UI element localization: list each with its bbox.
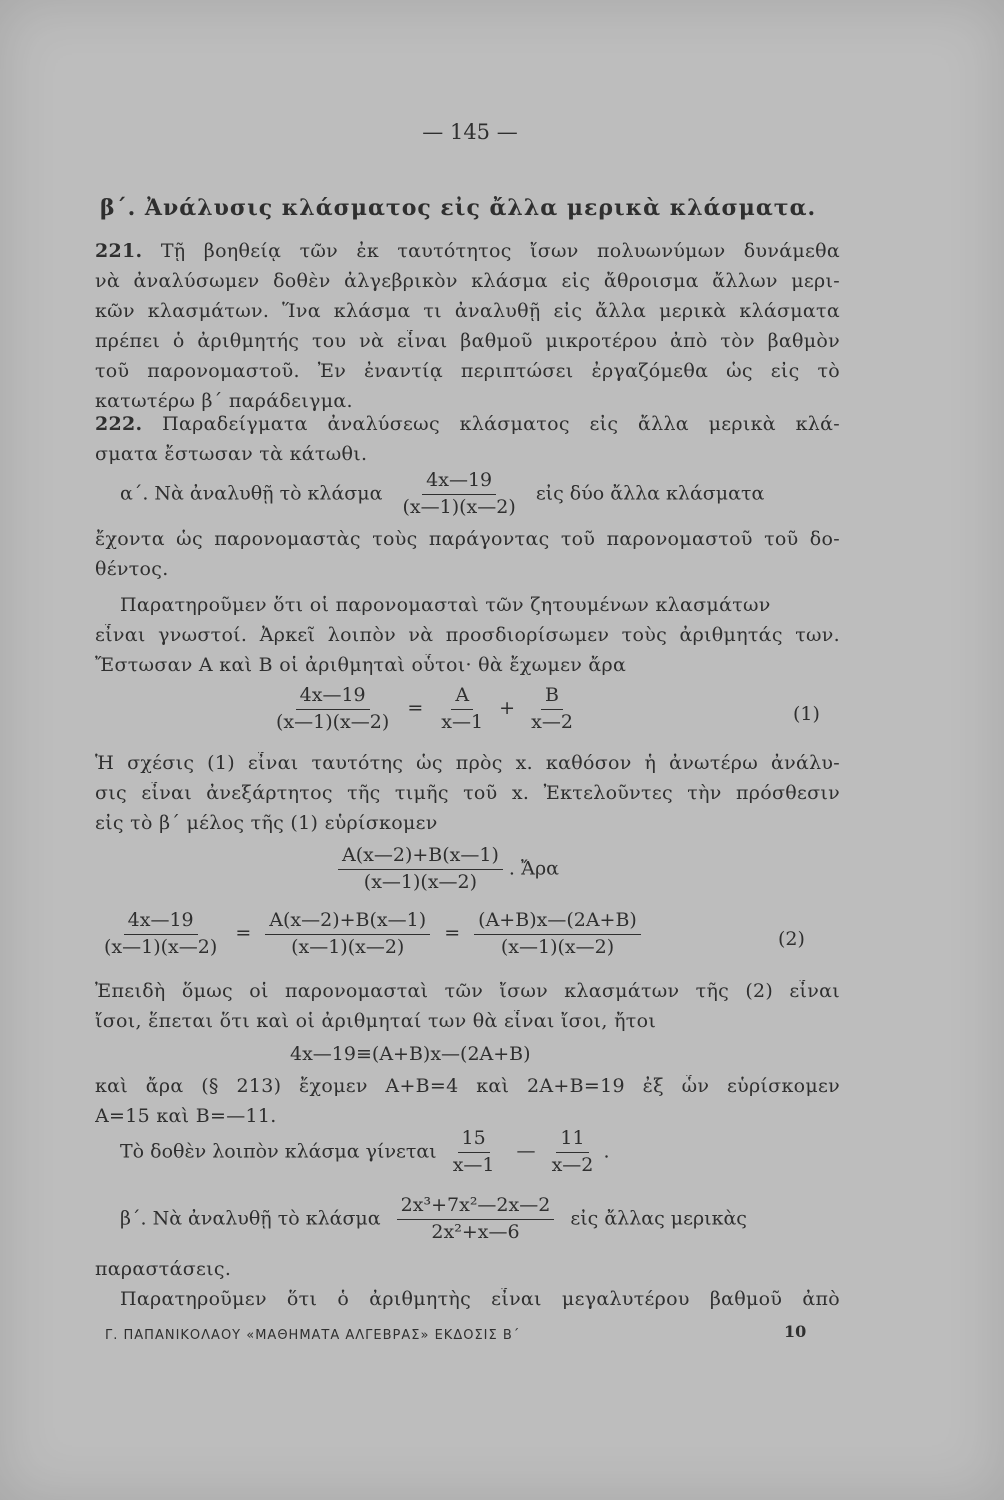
eq-mid-tail: . Ἄρα	[508, 857, 559, 880]
p221-number: 221.	[95, 240, 143, 262]
p222-line-2: σματα ἔστωσαν τὰ κάτωθι.	[95, 443, 368, 465]
eq2-f1-denominator: (x—1)(x—2)	[104, 935, 218, 958]
identity-equation: 4x—19≡(A+B)x—(2A+B)	[290, 1043, 531, 1065]
p222-text-1: Παραδείγματα ἀναλύσεως κλάσματος εἰς ἄλλα μερικὰ κλά-	[162, 413, 840, 435]
result-f1-numerator: 15	[458, 1128, 490, 1153]
p221-line-6: κατωτέρω β΄ παράδειγμα.	[95, 390, 353, 412]
example-a-line-2: ἔχοντα ὡς παρονομαστὰς τοὺς παράγοντας τοῦ παρονομαστοῦ τοῦ δο-	[95, 528, 840, 550]
rel-line-2: σις εἶναι ἀνεξάρτητος τῆς τιμῆς τοῦ x. Ἐκτελοῦντες τὴν πρόσθεσιν	[95, 782, 840, 804]
obs1-line-3: Ἔστωσαν Α καὶ Β οἱ ἀριθμηταὶ οὗτοι· θὰ ἔχωμεν ἄρα	[95, 654, 627, 676]
result-f2-denominator: x—2	[551, 1153, 594, 1176]
result-line	[120, 1128, 610, 1177]
result-minus: —	[516, 1140, 536, 1163]
eq2-fraction-1	[100, 910, 221, 959]
result-fraction-1	[449, 1128, 499, 1177]
eq1-b-fraction	[527, 685, 577, 734]
obs1-line-1: Παρατηροῦμεν ὅτι οἱ παρονομασταὶ τῶν ζητουμένων κλασμάτων	[120, 594, 771, 616]
eq2-f2-numerator: A(x—2)+B(x—1)	[265, 910, 430, 935]
obs2-line-1: Παρατηροῦμεν ὅτι ὁ ἀριθμητὴς εἶναι μεγαλυτέρου βαθμοῦ ἀπὸ	[120, 1288, 840, 1310]
example-a-denominator: (x—1)(x—2)	[402, 495, 516, 518]
example-a-line	[120, 470, 764, 519]
eq1-label: (1)	[793, 703, 820, 725]
eq1-equals: =	[407, 697, 424, 720]
eq1-lhs-fraction	[272, 685, 393, 734]
eq1-b-numerator: B	[541, 685, 563, 710]
footer-book-title: Γ. ΠΑΠΑΝΙΚΟΛΑΟΥ «ΜΑΘΗΜΑΤΑ ΑΛΓΕΒΡΑΣ» ΕΚΔΟΣΙΣ Β΄	[105, 1328, 521, 1343]
result-f1-denominator: x—1	[452, 1153, 495, 1176]
since-line-3: καὶ ἄρα (§ 213) ἔχομεν A+B=4 καὶ 2A+B=19 ἐξ ὧν εὑρίσκομεν	[95, 1075, 840, 1097]
page-number: — 145 —	[422, 120, 518, 144]
example-b-denominator: 2x²+x—6	[431, 1220, 520, 1243]
rel-line-1: Ἡ σχέσις (1) εἶναι ταυτότης ὡς πρὸς x. καθόσον ἡ ἀνωτέρω ἀνάλυ-	[95, 752, 840, 774]
eq2-equals-1: =	[235, 922, 252, 945]
since-line-2: ἴσοι, ἕπεται ὅτι καὶ οἱ ἀριθμηταί των θὰ εἶναι ἴσοι, ἤτοι	[95, 1010, 657, 1032]
equation-2	[100, 910, 641, 959]
example-b-numerator: 2x³+7x²—2x—2	[397, 1195, 555, 1220]
p221-line-2: νὰ ἀναλύσωμεν δοθὲν ἀλγεβρικὸν κλάσμα εἰς ἄθροισμα ἄλλων μερι-	[95, 270, 840, 292]
example-b-line	[120, 1195, 747, 1244]
eq1-a-denominator: x—1	[441, 710, 484, 733]
example-b-fraction	[397, 1195, 555, 1244]
eq1-b-denominator: x—2	[531, 710, 573, 733]
section-heading: β΄. Ἀνάλυσις κλάσματος εἰς ἄλλα μερικὰ κλάσματα.	[100, 195, 817, 221]
p221-line-5: τοῦ παρονομαστοῦ. Ἐν ἐναντίᾳ περιπτώσει ἐργαζόμεθα ὡς εἰς τὸ	[95, 360, 840, 382]
eq-mid-fraction	[338, 845, 503, 894]
example-a-suffix: εἰς δύο ἄλλα κλάσματα	[535, 482, 765, 505]
example-a-fraction	[399, 470, 520, 519]
since-line-1: Ἐπειδὴ ὅμως οἱ παρονομασταὶ τῶν ἴσων κλασμάτων τῆς (2) εἶναι	[95, 980, 840, 1002]
eq2-f2-denominator: (x—1)(x—2)	[291, 935, 405, 958]
result-tail: .	[603, 1140, 610, 1163]
eq2-equals-2: =	[444, 922, 461, 945]
eq2-fraction-3	[474, 910, 641, 959]
equation-middle	[338, 845, 559, 894]
since-line-4: A=15 καὶ B=—11.	[95, 1105, 277, 1127]
p221-line-1	[95, 240, 840, 262]
result-f2-numerator: 11	[556, 1128, 588, 1153]
p222-number: 222.	[95, 413, 143, 435]
footer-signature: 10	[784, 1322, 807, 1341]
eq-mid-numerator: A(x—2)+B(x—1)	[338, 845, 503, 870]
obs1-line-2: εἶναι γνωστοί. Ἀρκεῖ λοιπὸν νὰ προσδιορίσωμεν τοὺς ἀριθμητάς των.	[95, 624, 840, 646]
example-b-line-2: παραστάσεις.	[95, 1258, 232, 1280]
p221-line-4: πρέπει ὁ ἀριθμητής του νὰ εἶναι βαθμοῦ μικροτέρου ἀπὸ τὸν βαθμὸν	[95, 330, 840, 352]
eq1-plus: +	[499, 697, 516, 720]
eq2-fraction-2	[265, 910, 430, 959]
p221-text-1: Τῇ βοηθείᾳ τῶν ἐκ ταυτότητος ἴσων πολυωνύμων δυνάμεθα	[160, 240, 840, 262]
rel-line-3: εἰς τὸ β΄ μέλος τῆς (1) εὑρίσκομεν	[95, 812, 438, 834]
eq2-f3-numerator: (A+B)x—(2A+B)	[474, 910, 641, 935]
result-prefix: Τὸ δοθὲν λοιπὸν κλάσμα γίνεται	[120, 1140, 437, 1163]
example-a-numerator: 4x—19	[422, 470, 496, 495]
eq2-label: (2)	[778, 928, 805, 950]
example-a-prefix: α΄. Νὰ ἀναλυθῇ τὸ κλάσμα	[120, 482, 383, 505]
eq2-f3-denominator: (x—1)(x—2)	[500, 935, 615, 958]
eq-mid-denominator: (x—1)(x—2)	[363, 870, 478, 893]
eq1-a-numerator: A	[451, 685, 473, 710]
eq2-f1-numerator: 4x—19	[124, 910, 198, 935]
equation-1	[272, 685, 577, 734]
eq1-lhs-denominator: (x—1)(x—2)	[276, 710, 390, 733]
example-b-prefix: β΄. Νὰ ἀναλυθῇ τὸ κλάσμα	[120, 1207, 381, 1230]
eq1-lhs-numerator: 4x—19	[296, 685, 370, 710]
p222-line-1	[95, 413, 840, 435]
result-fraction-2	[548, 1128, 598, 1177]
eq1-a-fraction	[437, 685, 487, 734]
example-a-line-3: θέντος.	[95, 558, 169, 580]
example-b-suffix: εἰς ἄλλας μερικὰς	[570, 1207, 747, 1230]
p221-line-3: κῶν κλασμάτων. Ἵνα κλάσμα τι ἀναλυθῇ εἰς ἄλλα μερικὰ κλάσματα	[95, 300, 840, 322]
